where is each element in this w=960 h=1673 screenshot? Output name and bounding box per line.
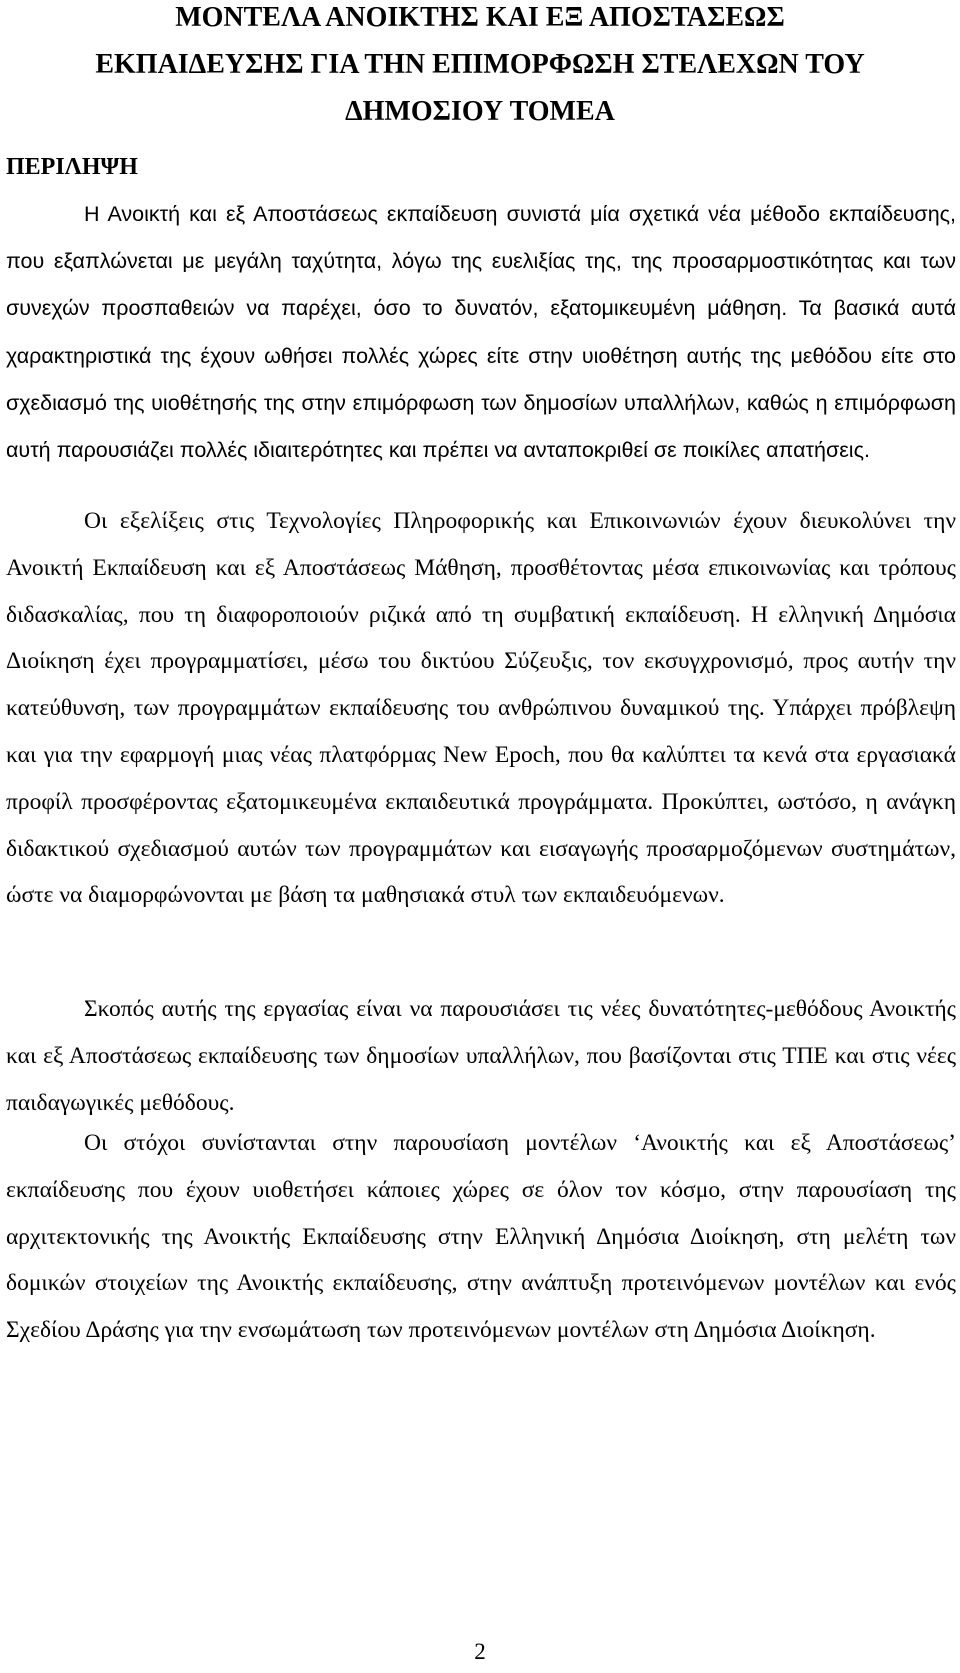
abstract-paragraph-4: Οι στόχοι συνίστανται στην παρουσίαση μοντέλων ‘Ανοικτής και εξ Αποστάσεως’ εκπαίδευσης που έχουν υιοθετήσει κάποιες χώρες σε όλον τον κόσμο, στην παρουσίαση της αρχιτεκτονικής της Ανοικτής Εκπαίδευσης στην Ελληνική Δημόσια Διοίκηση, στη μελέτη των δομικών στοιχείων της Ανοικτής εκπαίδευσης, στην ανάπτυξη προτεινόμενων μοντέλων και ενός Σχεδίου Δράσης για την ενσωμάτωση των προτεινόμενων μοντέλων στη Δημόσια Διοίκηση. [6,1130,956,1344]
abstract-paragraph-1: Η Ανοικτή και εξ Αποστάσεως εκπαίδευση συνιστά μία σχετικά νέα μέθοδο εκπαίδευσης, που εξαπλώνεται με μεγάλη ταχύτητα, λόγω της ευελιξίας της, της προσαρμοστικότητας και των συνεχών προσπαθειών να παρέχει, όσο το δυνατόν, εξατομικευμένη μάθηση. Τα βασικά αυτά χαρακτηριστικά της έχουν ωθήσει πολλές χώρες είτε στην υιοθέτηση αυτής της μεθόδου είτε στο σχεδιασμό της υιοθέτησής της στην επιμόρφωση των δημοσίων υπαλλήλων, καθώς η επιμόρφωση αυτή παρουσιάζει πολλές ιδιαιτερότητες και πρέπει να ανταποκριθεί σε ποικίλες απατήσεις. [6,202,956,463]
abstract-paragraph-2: Οι εξελίξεις στις Τεχνολογίες Πληροφορικής και Επικοινωνιών έχουν διευκολύνει την Ανοικτή Εκπαίδευση και εξ Αποστάσεως Μάθηση, προσθέτοντας μέσα επικοινωνίας και τρόπους διδασκαλίας, που τη διαφοροποιούν ριζικά από τη συμβατική εκπαίδευση. Η ελληνική Δημόσια Διοίκηση έχει προγραμματίσει, μέσω του δικτύου Σύζευξις, τον εκσυγχρονισμό, προς αυτήν την κατεύθυνση, των προγραμμάτων εκπαίδευσης του ανθρώπινου δυναμικού της. Υπάρχει πρόβλεψη και για την εφαρμογή μιας νέας πλατφόρμας New Epoch, που θα καλύπτει τα κενά στα εργασιακά προφίλ προσφέροντας εξατομικευμένα εκπαιδευτικά προγράμματα. Προκύπτει, ωστόσο, η ανάγκη διδακτικού σχεδιασμού αυτών των προγραμμάτων και εισαγωγής προσαρμοζόμενων συστημάτων, ώστε να διαμορφώνονται με βάση τα μαθησιακά στυλ των εκπαιδευόμενων. [6,508,956,909]
section-heading-abstract: ΠΕΡΙΛΗΨΗ [6,154,138,180]
abstract-paragraph-3: Σκοπός αυτής της εργασίας είναι να παρουσιάσει τις νέες δυνατότητες-μεθόδους Ανοικτής και εξ Αποστάσεως εκπαίδευσης των δημοσίων υπαλλήλων, που βασίζονται στις ΤΠΕ και στις νέες παιδαγωγικές μεθόδους. [6,996,956,1116]
document-title [40,0,920,135]
title-line-3: ΔΗΜΟΣΙΟΥ ΤΟΜΕΑ [345,96,615,127]
page-number: 2 [474,1639,486,1664]
title-line-2: ΕΚΠΑΙΔΕΥΣΗΣ ΓΙΑ ΤΗΝ ΕΠΙΜΟΡΦΩΣΗ ΣΤΕΛΕΧΩΝ ΤΟΥ [95,49,865,80]
title-line-1: ΜΟΝΤΕΛΑ ΑΝΟΙΚΤΗΣ ΚΑΙ ΕΞ ΑΠΟΣΤΑΣΕΩΣ [175,2,785,33]
